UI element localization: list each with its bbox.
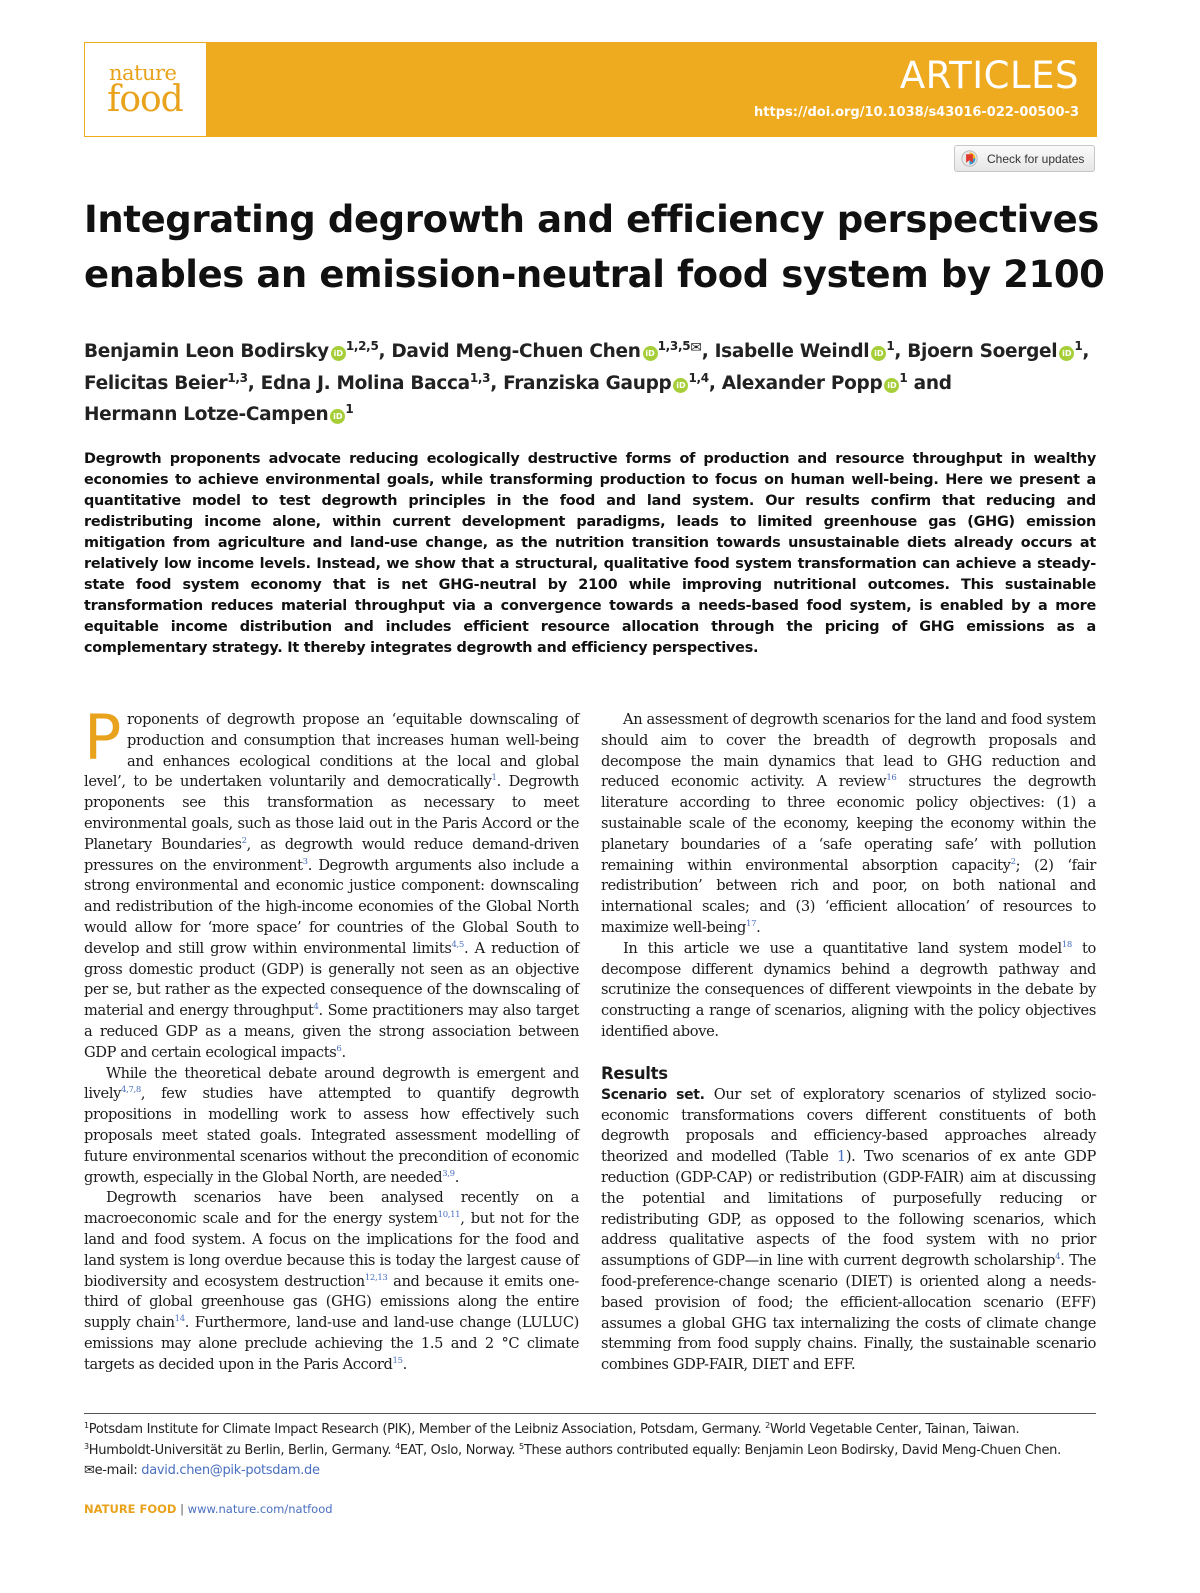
orcid-icon[interactable]: iD <box>330 409 345 424</box>
citation-link[interactable]: 6 <box>336 1043 342 1054</box>
check-for-updates-label: Check for updates <box>987 152 1085 166</box>
orcid-icon[interactable]: iD <box>1059 346 1074 361</box>
journal-logo[interactable] <box>85 43 206 136</box>
footer-separator: | <box>176 1502 188 1516</box>
section-heading-results: Results <box>601 1063 668 1083</box>
author-name[interactable]: David Meng-Chuen Chen <box>391 341 641 362</box>
subsection-heading: Scenario set. <box>601 1086 705 1103</box>
body-column-left <box>84 701 580 1376</box>
citation-link[interactable]: 15 <box>392 1355 403 1366</box>
orcid-icon[interactable]: iD <box>643 346 658 361</box>
paragraph: In this article we use a quantitative land system model$^{18}$ to decompose different dynamics behind a degrowth pathway and scrutinize the consequences of different viewpoints in the debate by constructing a range of scenarios, aligning with the policy objectives identified above. <box>601 939 1096 1040</box>
journal-banner <box>84 42 1097 137</box>
footnote-divider <box>84 1413 1096 1414</box>
citation-link[interactable]: 4 <box>1055 1252 1061 1263</box>
author-affiliation: 1 <box>1074 339 1083 353</box>
paragraph: Proponents of degrowth propose an ‘equitable downscaling of production and consumption that increases human well-being and enhances ecological conditions at the local and global level’, to be undertaken voluntarily and democratically$^1$. Degrowth proponents see this transformation as necessary to meet environmental goals, such as those laid out in the Paris Accord or the Planetary Boundaries$^2$, as degrowth would reduce demand-driven pressures on the environment$^3$. Degrowth arguments also include a strong environmental and economic justice component: downscaling and redistribution of the high-income economies of the Global North would allow for ‘more space’ for countries of the Global South to develop and still grow within environmental limits$^{4,5}$. A reduction of gross domestic product (GDP) is generally not seen as an objective per se, but rather as the expected consequence of the downscaling of material and energy throughput$^4$. Some practitioners may also target a reduced GDP as a means, given the strong association between GDP and certain ecological impacts$^6$. <box>84 701 580 1061</box>
citation-link[interactable]: 2 <box>241 835 247 846</box>
citation-link[interactable]: 4 <box>313 1002 319 1013</box>
footnote-line: ✉e-mail: david.chen@pik-potsdam.de <box>84 1463 320 1478</box>
author-conjunction: and <box>913 372 952 394</box>
table-link[interactable]: 1 <box>836 1148 846 1166</box>
email-icon[interactable]: ✉ <box>690 340 702 356</box>
section-label: ARTICLES <box>899 54 1079 97</box>
author-name[interactable]: Felicitas Beier <box>84 372 228 394</box>
drop-cap: P <box>84 701 122 774</box>
footer-journal-url[interactable]: www.nature.com/natfood <box>187 1502 333 1516</box>
citation-link[interactable]: 4,7,8 <box>121 1085 141 1096</box>
paragraph: While the theoretical debate around degrowth is emergent and lively$^{4,7,8}$, few studies have attempted to quantify degrowth propositions in modelling work to assess how effectively such proposals meet stated goals. Integrated assessment modelling of future environmental scenarios without the precondition of economic growth, especially in the Global North, are needed$^{3,9}$. <box>84 1064 579 1186</box>
citation-link[interactable]: 14 <box>174 1314 185 1325</box>
logo-nature-text: nature <box>109 61 177 85</box>
citation-link[interactable]: 17 <box>746 918 757 929</box>
author-name[interactable]: Benjamin Leon Bodirsky <box>84 341 329 362</box>
logo-food-text: food <box>107 79 183 120</box>
article-title: Integrating degrowth and efficiency perspectives enables an emission-neutral food system by 2100 <box>84 198 1105 296</box>
citation-link[interactable]: 10,11 <box>437 1210 461 1221</box>
email-icon: ✉ <box>84 1463 95 1478</box>
author-affiliation: 1 <box>345 402 354 416</box>
orcid-icon[interactable]: iD <box>673 378 688 393</box>
author-affiliation: 1,2,5 <box>345 339 379 353</box>
author-name[interactable]: Alexander Popp <box>721 372 883 394</box>
abstract: Degrowth proponents advocate reducing ecologically destructive forms of production and resource throughput in wealthy economies to achieve environmental goals, while transforming production to focus on human well-being. Here we present a quantitative model to test degrowth principles in the food and land system. Our results confirm that reducing and redistributing income alone, within current development paradigms, leads to limited greenhouse gas (GHG) emission mitigation from agriculture and land-use change, as the nutrition transition towards unsustainable diets already occurs at relatively low income levels. Instead, we show that a structural, qualitative food system transformation can achieve a steady-state food system economy that is net GHG-neutral by 2100 while improving nutritional outcomes. This sustainable transformation reduces material throughput via a convergence towards a needs-based food system, is enabled by a more equitable income distribution and includes efficient resource allocation through the pricing of GHG emissions as a complementary strategy. It thereby integrates degrowth and efficiency perspectives. <box>84 451 1096 656</box>
citation-link[interactable]: 4,5 <box>451 939 464 950</box>
orcid-icon[interactable]: iD <box>331 346 346 361</box>
author-affiliation: 1,3 <box>469 370 491 385</box>
author-affiliation: 1,3 <box>227 370 248 385</box>
paragraph: Scenario set. Our set of exploratory scenarios of stylized socio-economic transformations covers different constituents of both degrowth proposals and efficiency-based approaches already theorized and modelled (Table 1). Two scenarios of ex ante GDP reduction (GDP-CAP) or redistribution (GDP-FAIR) aim at discussing the potential and limitations of purposefully reducing or redistributing GDP, as opposed to the following scenarios, which address qualitative aspects of the food system with no prior assumptions of GDP—in line with current degrowth scholarship$^4$. The food-preference-change scenario (DIET) is oriented along a needs-based provision of food; the efficient-allocation scenario (EFF) assumes a global GHG tax internalizing the costs of climate change stemming from food supply chains. Finally, the sustainable scenario combines GDP-FAIR, DIET and EFF. <box>601 1085 1096 1374</box>
citation-link[interactable]: 12,13 <box>364 1272 388 1283</box>
author-affiliation: 1 <box>886 339 895 353</box>
footnote-line: $^1$Potsdam Institute for Climate Impact Research (PIK), Member of the Leibniz Association, Potsdam, Germany. $^2$World Vegetable Center, Tainan, Taiwan. <box>84 1421 1020 1437</box>
author-name[interactable]: Franziska Gaupp <box>503 372 672 394</box>
author-name[interactable]: Hermann Lotze-Campen <box>84 404 329 425</box>
doi-link[interactable]: https://doi.org/10.1038/s43016-022-00500-3 <box>754 105 1079 120</box>
citation-link[interactable]: 3 <box>302 856 308 867</box>
page-footer <box>84 1502 333 1516</box>
crossmark-icon <box>961 150 978 167</box>
paragraph: An assessment of degrowth scenarios for the land and food system should aim to cover the breadth of degrowth proposals and decompose the main dynamics that lead to GHG reduction and reduced economic activity. A review$^{16}$ structures the degrowth literature according to three economic policy objectives: (1) a sustainable scale of the economy, keeping the economy within the planetary boundaries of a ‘safe operating safe’ with pollution remaining within environmental absorption capacity$^2$; (2) ‘fair redistribution’ between rich and poor, on both national and international scales; and (3) ‘efficient allocation’ of resources to maximize well-being$^{17}$. <box>601 711 1097 936</box>
author-affiliation: 1,3,5 <box>657 339 691 353</box>
author-name[interactable]: Bjoern Soergel <box>907 341 1058 362</box>
author-affiliation: 1,4 <box>688 370 709 385</box>
citation-link[interactable]: 2 <box>1010 856 1016 867</box>
check-for-updates-button[interactable] <box>954 145 1095 172</box>
footnote-line: $^3$Humboldt-Universität zu Berlin, Berlin, Germany. $^4$EAT, Oslo, Norway. $^5$These authors contributed equally: Benjamin Leon Bodirsky, David Meng-Chuen Chen. <box>84 1441 1061 1458</box>
email-link[interactable]: david.chen@pik-potsdam.de <box>141 1463 320 1478</box>
paragraph: Degrowth scenarios have been analysed recently on a macroeconomic scale and for the energy system$^{10,11}$, but not for the land and food system. A focus on the implications for the food and land system is long overdue because this is today the largest cause of biodiversity and ecosystem destruction$^{12,13}$ and because it emits one-third of global greenhouse gas (GHG) emissions along the entire supply chain$^{14}$. Furthermore, land-use and land-use change (LULUC) emissions may alone preclude achieving the 1.5 and 2 °C climate targets as decided upon in the Paris Accord$^{15}$. <box>84 1189 579 1373</box>
body-column-right <box>601 710 1096 1376</box>
footer-journal-name: NATURE FOOD <box>84 1502 177 1516</box>
citation-link[interactable]: 1 <box>491 773 497 784</box>
author-list: Benjamin Leon Bodirsky iD$^{1,2,5}$, David Meng-Chuen Chen iD$^{1,3,5}$✉, Isabelle Weindl iD$^1$, Bjoern Soergel iD$^1$, Felicitas Beier$^{1,3}$, Edna J. Molina Bacca$^{1,3}$, Franziska Gaupp iD$^{1,4}$, Alexander Popp iD$^1$ and Hermann Lotze-Campen iD$^1$ <box>84 333 1114 431</box>
affiliations-footnotes <box>84 1420 1114 1482</box>
author-name[interactable]: Isabelle Weindl <box>714 341 870 362</box>
citation-link[interactable]: 3,9 <box>442 1168 455 1179</box>
orcid-icon[interactable]: iD <box>871 346 886 361</box>
citation-link[interactable]: 18 <box>1061 939 1072 950</box>
citation-link[interactable]: 16 <box>886 773 897 784</box>
author-name[interactable]: Edna J. Molina Bacca <box>260 372 470 394</box>
orcid-icon[interactable]: iD <box>884 378 899 393</box>
author-affiliation: 1 <box>899 370 908 385</box>
